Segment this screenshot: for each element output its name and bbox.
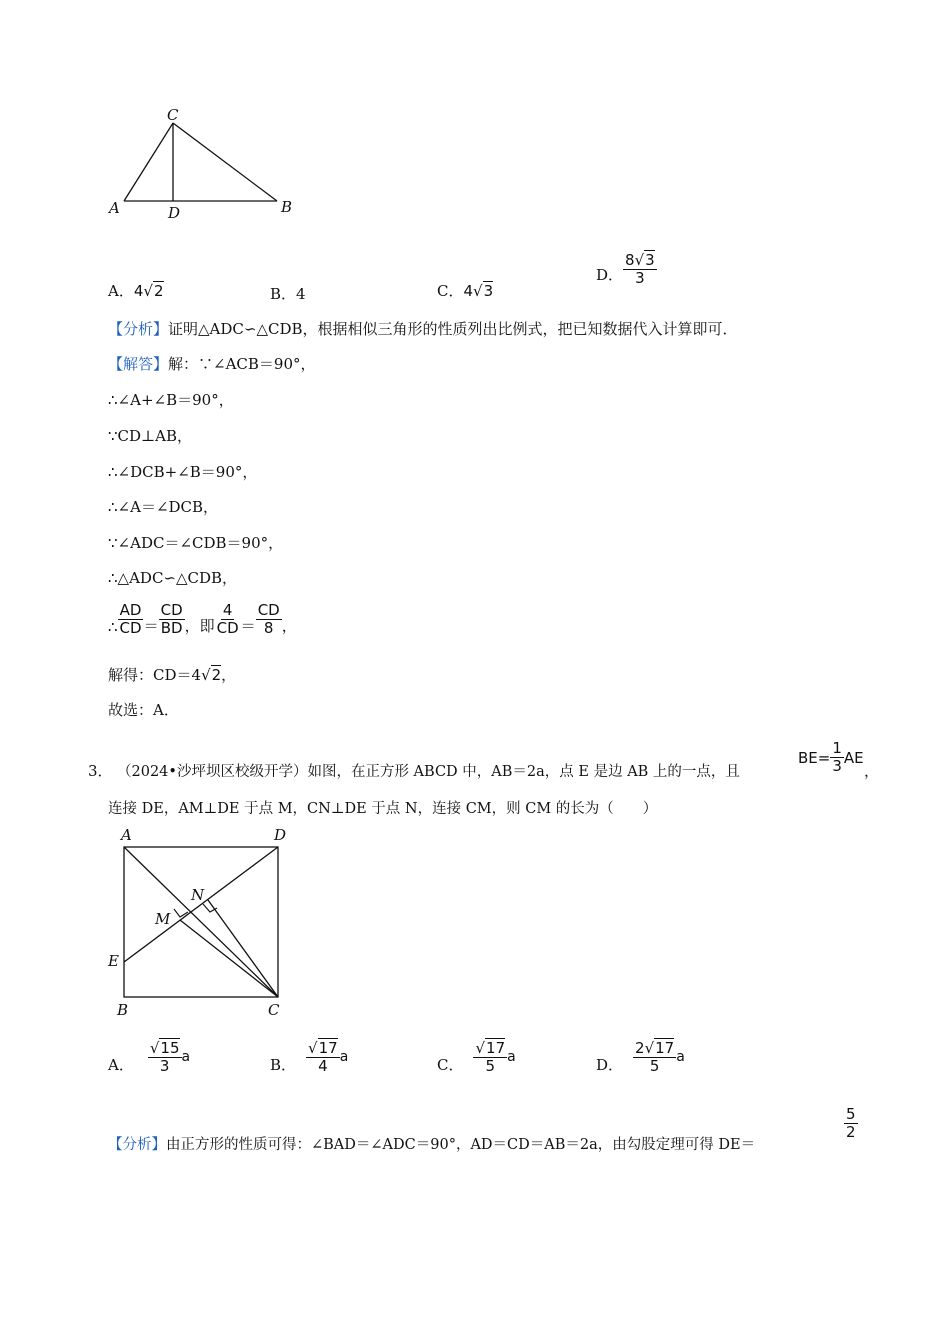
- right-angle-n: [203, 904, 217, 912]
- q2-option-b[interactable]: B．4: [270, 285, 306, 303]
- triangle-figure: [100, 108, 310, 228]
- label-b: B: [281, 198, 293, 216]
- fraction: $\frac{4}{CD}$: [216, 601, 239, 637]
- fraction: $\frac{√15}{3}$: [149, 1039, 180, 1075]
- fraction: $\frac{√17}{5}$: [475, 1039, 506, 1075]
- q2-option-a[interactable]: A．4√2: [108, 282, 164, 300]
- sqrt-icon: √: [201, 666, 211, 684]
- segment-cm: [180, 920, 278, 997]
- q2-option-d[interactable]: D． $\frac{8√3}{3}$: [596, 251, 655, 287]
- fraction: $\frac{AD}{CD}$: [119, 601, 142, 637]
- sqrt-icon: √: [308, 1039, 318, 1057]
- sqrt-icon: √: [644, 1039, 655, 1057]
- q2-answer-intro: 【解答】解：∵∠ACB＝90°，: [108, 355, 316, 373]
- label-n: N: [191, 886, 205, 904]
- segment-cn: [208, 900, 278, 997]
- q2-step: ∵∠ADC＝∠CDB＝90°，: [108, 534, 284, 552]
- sqrt-icon: √: [634, 251, 645, 269]
- q3-be-expression: BE= $\frac{1}{3}$ AE: [798, 739, 864, 775]
- sqrt-icon: √: [473, 282, 483, 300]
- q3-option-c[interactable]: C． $\frac{√17}{5}$ a: [437, 1039, 516, 1075]
- q2-step: ∴△ADC∽△CDB，: [108, 569, 238, 587]
- q3-option-a[interactable]: A． $\frac{√15}{3}$ a: [108, 1039, 191, 1075]
- label-a: A: [109, 199, 120, 217]
- q2-step: ∵CD⊥AB，: [108, 427, 193, 445]
- q3-de-fraction: [844, 1106, 858, 1141]
- q3-stem-comma: ，: [864, 762, 880, 780]
- label-m: M: [155, 910, 171, 928]
- q3-stem-line2: 连接 DE，AM⊥DE 于点 M，CN⊥DE 于点 N，连接 CM，则 CM 的长为（ ）: [108, 801, 658, 817]
- label-b: B: [117, 1001, 129, 1019]
- label-c: C: [268, 1001, 280, 1019]
- q3-option-d[interactable]: D． $\frac{2√17}{5}$ a: [596, 1039, 685, 1075]
- label-a: A: [121, 826, 132, 844]
- side-cb: [173, 123, 277, 201]
- fraction: $\frac{√17}{4}$: [308, 1039, 338, 1075]
- label-e: E: [108, 952, 119, 970]
- q3-analysis: 【分析】由正方形的性质可得：∠BAD＝∠ADC＝90°，AD＝CD＝AB＝2a，由勾股定理可得 DE＝: [108, 1137, 756, 1153]
- q2-option-c[interactable]: C．4√3: [437, 282, 494, 300]
- segment-am-to-c: [124, 847, 278, 997]
- q2-step: ∴∠A+∠B＝90°，: [108, 391, 234, 409]
- q2-step: ∴∠A＝∠DCB，: [108, 498, 219, 516]
- q2-analysis: 【分析】证明△ADC∽△CDB，根据相似三角形的性质列出比例式，把已知数据代入计算即可．: [108, 320, 738, 338]
- q3-number: 3．: [88, 762, 113, 780]
- q2-solve: 解得：CD＝4√2，: [108, 666, 237, 684]
- q3-option-b[interactable]: B． $\frac{√17}{4}$ a: [270, 1039, 349, 1075]
- fraction: $\frac{CD}{8}$: [257, 601, 280, 637]
- fraction: $\frac{1}{3}$: [832, 739, 842, 775]
- fraction: $\frac{8√3}{3}$: [625, 251, 655, 287]
- fraction: $\frac{CD}{BD}$: [160, 601, 183, 637]
- square-figure: [100, 822, 300, 1022]
- sqrt-icon: √: [149, 1039, 160, 1057]
- q2-choice: 故选：A．: [108, 701, 179, 719]
- q2-step: ∴∠DCB+∠B＝90°，: [108, 463, 258, 481]
- q2-ratio-line: ∴ $\frac{AD}{CD}$ ＝ $\frac{CD}{BD}$ ，即 $\frac{4}{CD}$ ＝ $\frac{CD}{8}$ ，: [108, 601, 297, 637]
- side-ac: [124, 123, 173, 201]
- fraction: $\frac{2√17}{5}$: [635, 1039, 675, 1075]
- segment-de: [124, 847, 278, 962]
- sqrt-icon: √: [143, 282, 153, 300]
- sqrt-icon: √: [475, 1039, 486, 1057]
- label-d: D: [168, 204, 181, 222]
- label-c: C: [167, 108, 179, 124]
- label-d: D: [274, 826, 287, 844]
- q3-stem-line1: （2024•沙坪坝区校级开学）如图，在正方形 ABCD 中，AB＝2a，点 E 是边 AB 上的一点，且: [117, 764, 740, 780]
- fraction: $\frac{5}{2}$: [846, 1105, 856, 1141]
